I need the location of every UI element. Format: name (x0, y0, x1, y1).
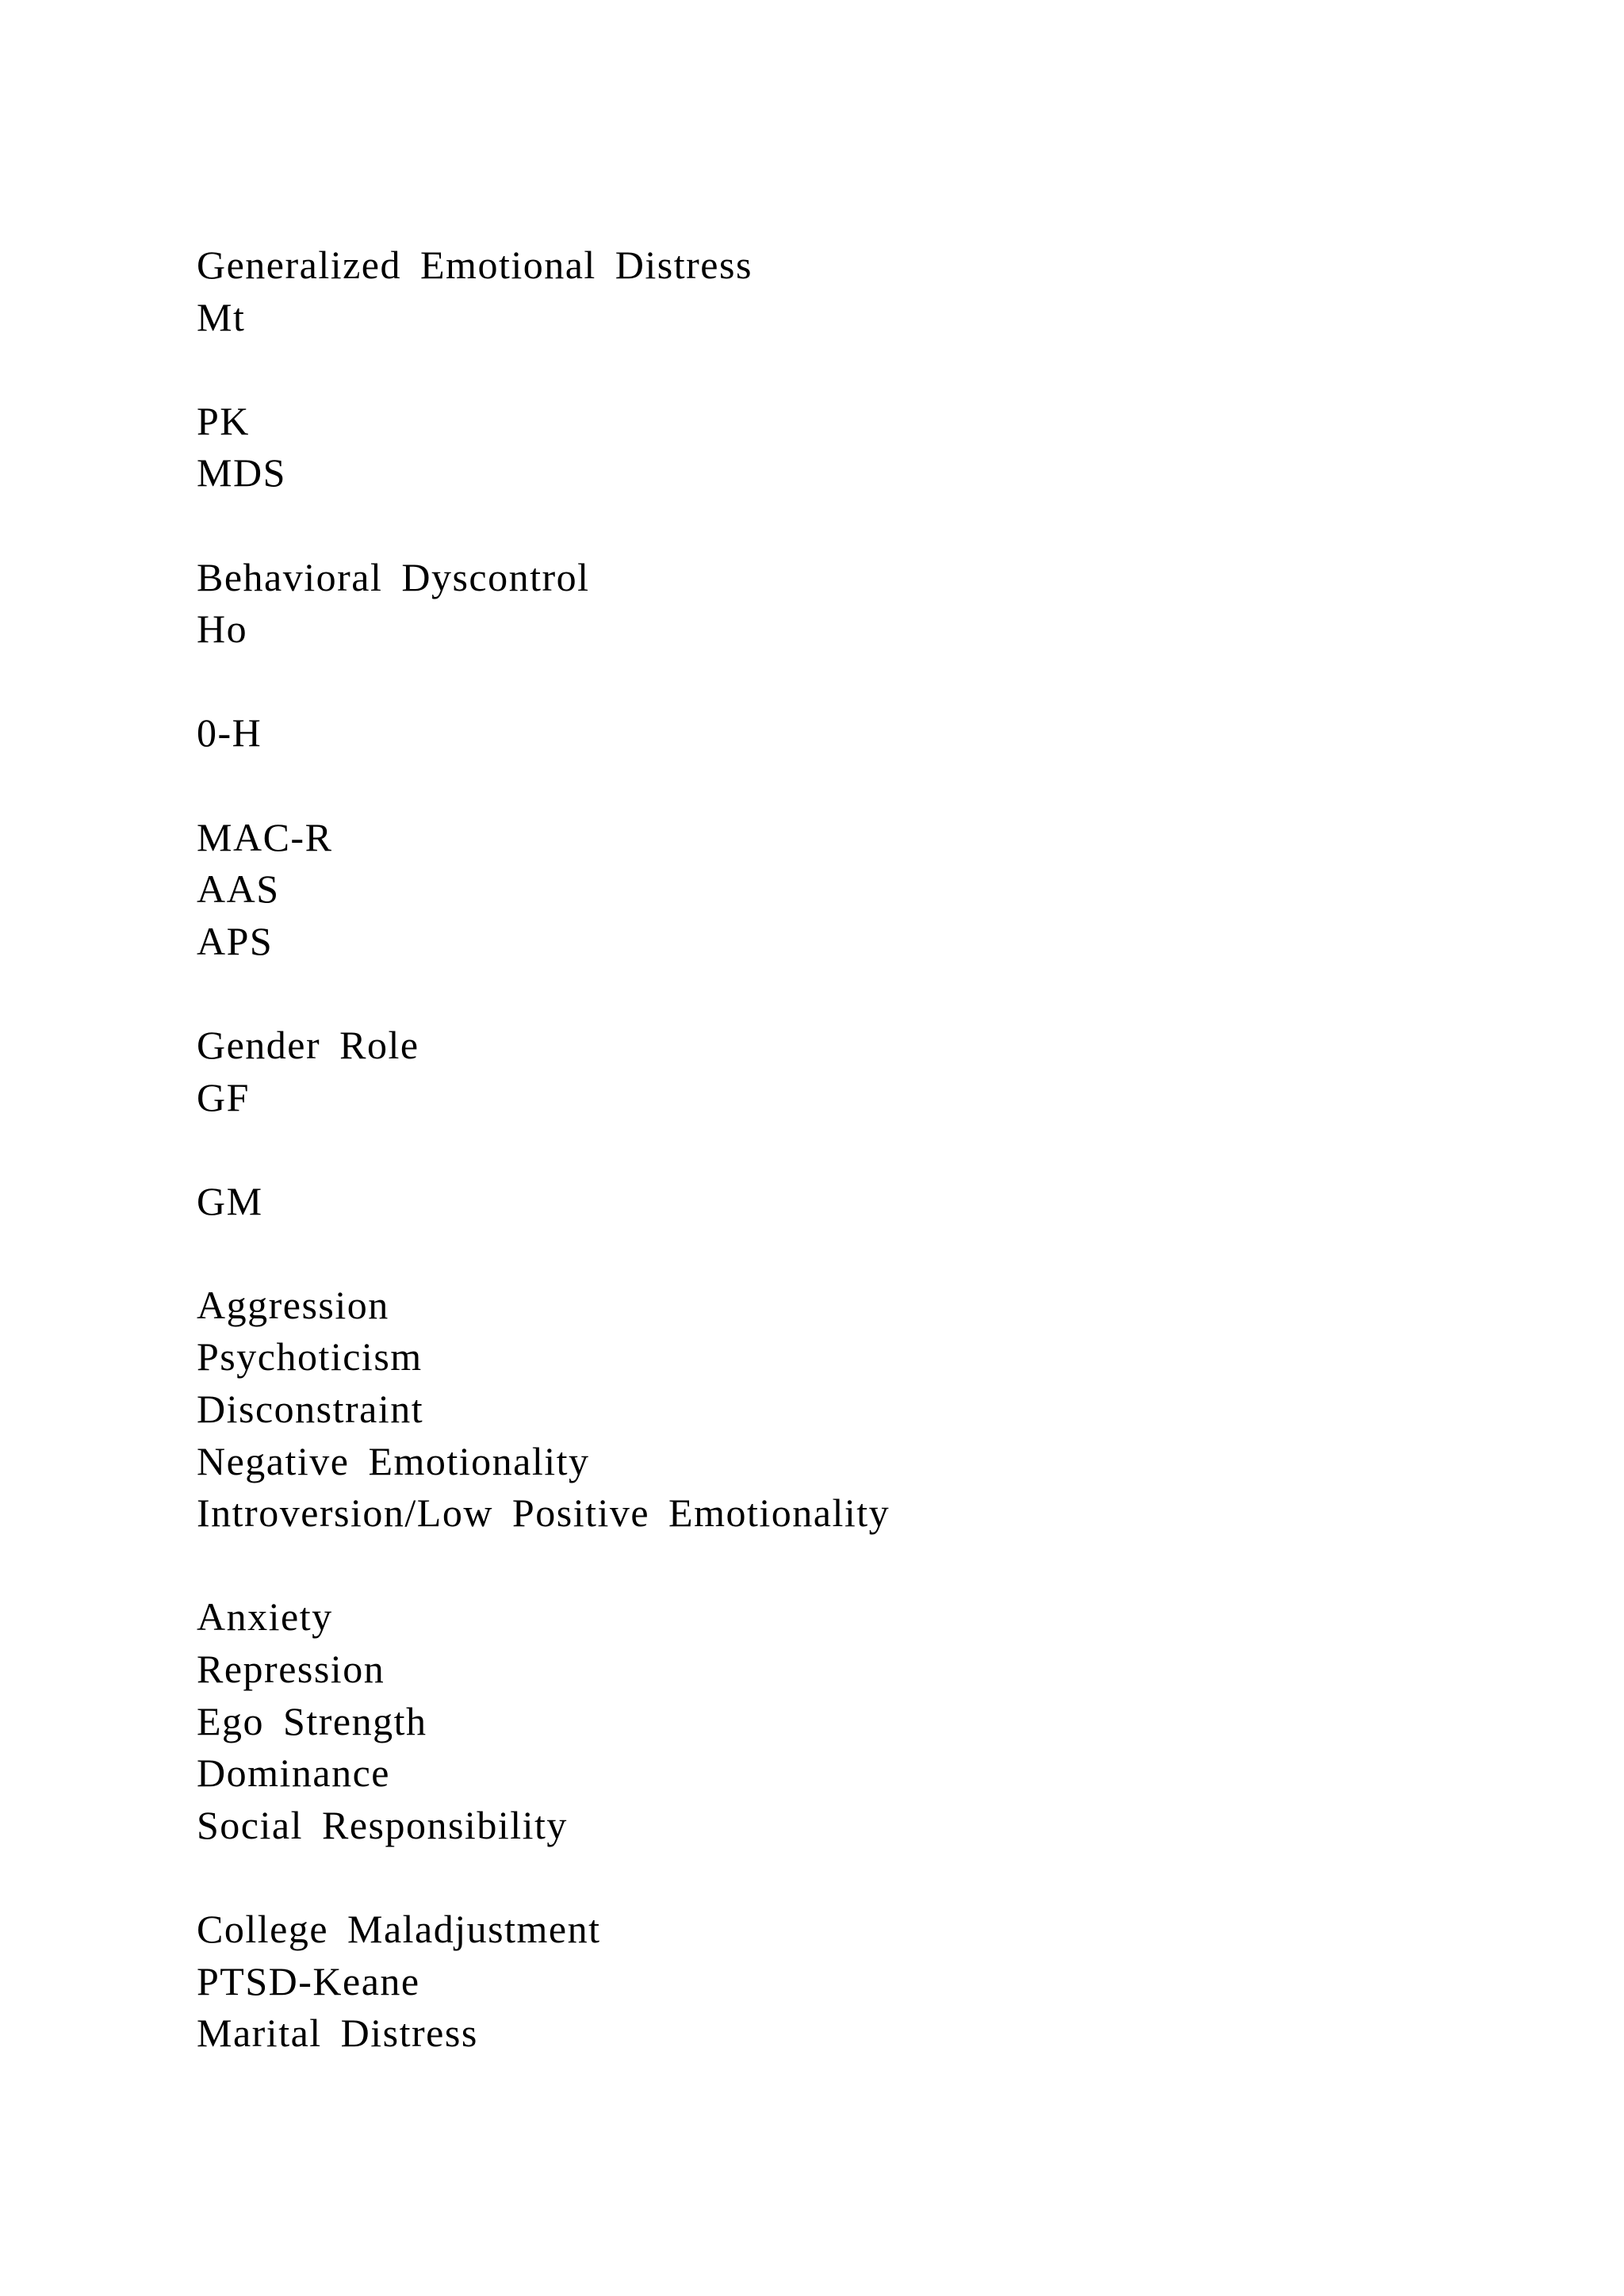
blank-line (197, 1851, 1545, 1904)
blank-line (197, 343, 1545, 396)
scale-pk: PK (197, 398, 250, 443)
scale-dominance: Dominance (197, 1751, 390, 1796)
scale-o-h: 0-H (197, 710, 262, 756)
scale-disconstraint: Disconstraint (197, 1387, 424, 1432)
scale-marital-distress: Marital Distress (197, 2011, 478, 2056)
scale-mt: Mt (197, 294, 246, 339)
document-body (197, 239, 1545, 2060)
scale-mac-r: MAC-R (197, 814, 333, 859)
scale-gf: GF (197, 1074, 250, 1119)
scale-negative-emotionality: Negative Emotionality (197, 1438, 590, 1483)
scale-college-maladjustment: College Maladjustment (197, 1907, 601, 1951)
blank-line (197, 1540, 1545, 1592)
scale-mds: MDS (197, 450, 286, 496)
scale-repression: Repression (197, 1647, 385, 1692)
heading-gender-role: Gender Role (197, 1022, 419, 1067)
heading-behavioral-dyscontrol: Behavioral Dyscontrol (197, 554, 590, 599)
scale-psychoticism: Psychoticism (197, 1334, 423, 1380)
scale-ptsd-keane: PTSD-Keane (197, 1958, 420, 2003)
scale-gm: GM (197, 1178, 263, 1223)
heading-generalized-emotional-distress: Generalized Emotional Distress (197, 243, 753, 287)
scale-aggression: Aggression (197, 1282, 389, 1327)
scale-ego-strength: Ego Strength (197, 1698, 427, 1743)
blank-line (197, 1227, 1545, 1280)
scale-aas: AAS (197, 867, 280, 912)
blank-line (197, 656, 1545, 708)
blank-line (197, 1123, 1545, 1176)
blank-line (197, 967, 1545, 1020)
blank-line (197, 760, 1545, 812)
scale-aps: APS (197, 918, 274, 963)
scale-social-responsibility: Social Responsibility (197, 1802, 568, 1847)
scale-ho: Ho (197, 607, 248, 652)
scale-introversion-low-positive-emotionality: Introversion/Low Positive Emotionality (197, 1490, 891, 1536)
scale-anxiety: Anxiety (197, 1594, 333, 1640)
blank-line (197, 499, 1545, 552)
